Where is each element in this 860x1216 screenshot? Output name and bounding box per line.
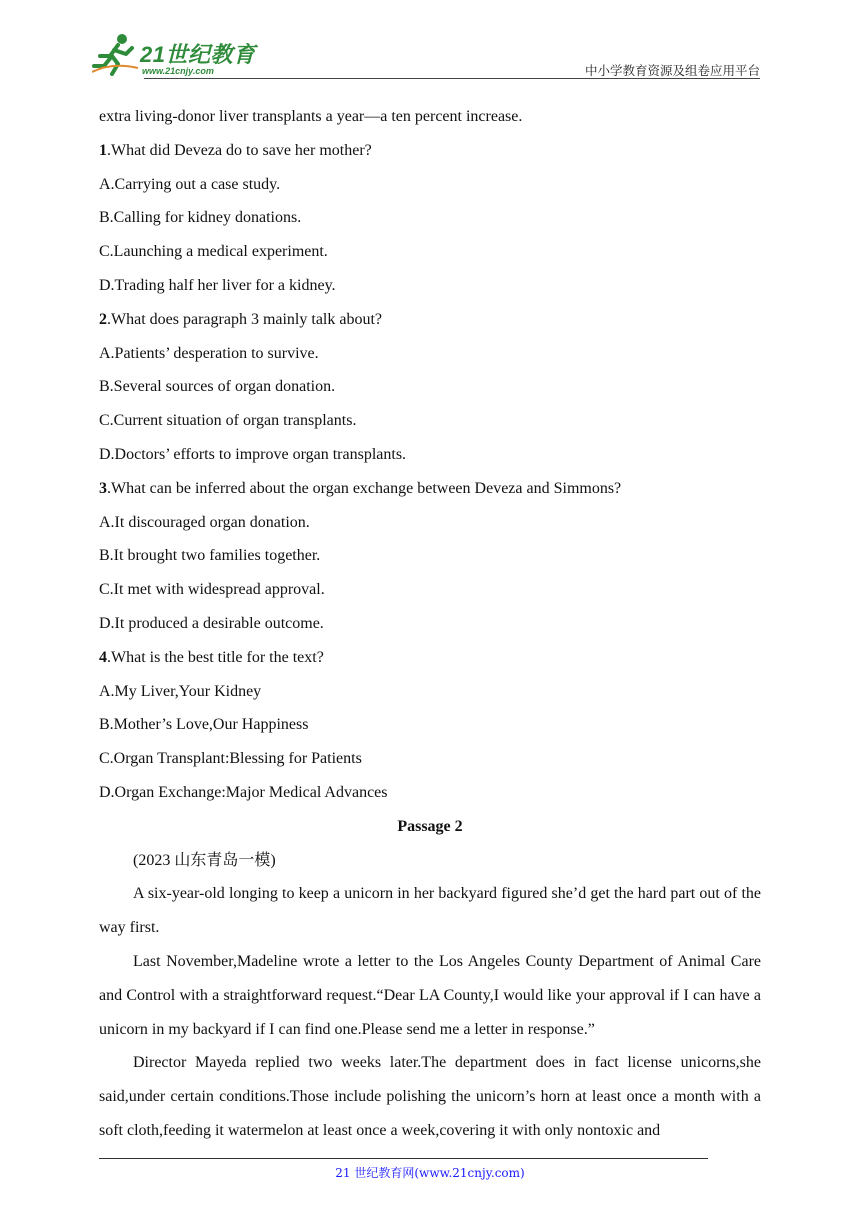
question-text: .What did Deveza do to save her mother? (107, 141, 372, 159)
site-logo (92, 32, 262, 78)
question-text: .What does paragraph 3 mainly talk about? (107, 310, 383, 328)
option-d: D.Organ Exchange:Major Medical Advances (99, 783, 388, 801)
question-stem (99, 472, 761, 506)
question-number: 2 (99, 310, 107, 328)
option-a: A.My Liver,Your Kidney (99, 682, 262, 700)
question-number: 4 (99, 648, 107, 666)
option-b: B.It brought two families together. (99, 547, 321, 565)
question-stem (99, 303, 761, 337)
logo-text: 21世纪教育 (140, 42, 256, 67)
option-c: C.It met with widespread approval. (99, 581, 325, 599)
passage-title: Passage 2 (397, 817, 463, 835)
question-4 (99, 641, 761, 810)
option-a: A.Carrying out a case study. (99, 175, 281, 193)
header-platform-name: 中小学教育资源及组卷应用平台 (584, 63, 760, 78)
option-d: D.Trading half her liver for a kidney. (99, 276, 336, 294)
question-number: 3 (99, 479, 107, 497)
question-2 (99, 303, 761, 472)
question-number: 1 (99, 141, 107, 159)
option-c: C.Current situation of organ transplants. (99, 412, 357, 430)
footer-site-link[interactable]: 21 世纪教育网(www.21cnjy.com) (335, 1166, 525, 1180)
option-d: D.Doctors’ efforts to improve organ transplants. (99, 445, 407, 463)
paragraph-2: Last November,Madeline wrote a letter to the Los Angeles County Department of Animal Care and Control with a straightforward request.“Dear LA County,I would like your approval if I can have a unicorn in my backyard if I can find one.Please send me a letter in response.” (99, 952, 761, 1038)
option-a: A.It discouraged organ donation. (99, 513, 310, 531)
question-stem (99, 134, 761, 168)
paragraph-3: Director Mayeda replied two weeks later.The department does in fact license unicorns,she said,under certain conditions.Those include polishing the unicorn’s horn at least once a month with a soft cloth,feeding it watermelon at least once a week,covering it with only nontoxic and (99, 1054, 761, 1139)
runner-icon (92, 32, 142, 76)
option-c: C.Organ Transplant:Blessing for Patients (99, 750, 362, 768)
intro-line: extra living-donor liver transplants a year—a ten percent increase. (99, 108, 523, 125)
option-b: B.Several sources of organ donation. (99, 378, 336, 396)
question-1 (99, 134, 761, 303)
option-c: C.Launching a medical experiment. (99, 243, 328, 261)
passage-source: (2023 山东青岛一模) (133, 851, 276, 869)
document-body (99, 100, 761, 1148)
option-b: B.Mother’s Love,Our Happiness (99, 716, 309, 734)
question-text: .What can be inferred about the organ exchange between Deveza and Simmons? (107, 479, 622, 497)
question-3 (99, 472, 761, 641)
footer-divider (99, 1158, 708, 1159)
option-b: B.Calling for kidney donations. (99, 209, 302, 227)
option-d: D.It produced a desirable outcome. (99, 614, 324, 632)
question-text: .What is the best title for the text? (107, 648, 324, 666)
option-a: A.Patients’ desperation to survive. (99, 344, 319, 362)
paragraph-1: A six-year-old longing to keep a unicorn in her backyard figured she’d get the hard part out of the way first. (99, 885, 761, 937)
header-divider (144, 78, 760, 79)
logo-url: www.21cnjy.com (142, 66, 214, 76)
page-header (92, 28, 760, 80)
question-stem (99, 641, 761, 675)
